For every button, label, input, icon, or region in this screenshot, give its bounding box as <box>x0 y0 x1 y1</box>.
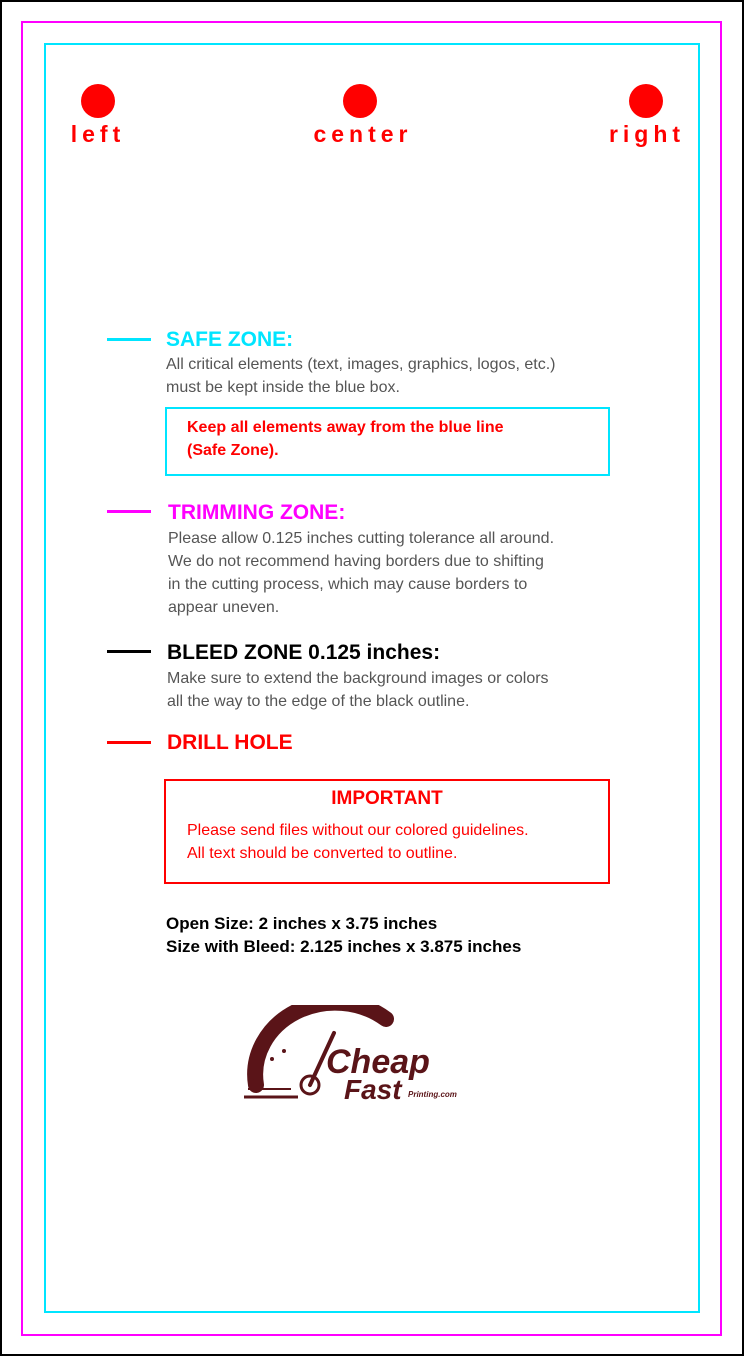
trimming-zone-line-1: Please allow 0.125 inches cutting tolerance all around. <box>168 530 555 547</box>
important-line-2: All text should be converted to outline. <box>187 845 458 862</box>
cheapfastprinting-logo <box>236 1005 486 1115</box>
logo-suffix: Printing.com <box>408 1090 457 1099</box>
logo-word-cheap: Cheap <box>326 1043 430 1081</box>
size-info <box>166 912 521 958</box>
important-box <box>164 779 610 884</box>
trimming-zone-text <box>168 527 554 619</box>
important-title: IMPORTANT <box>331 788 443 809</box>
bleed-zone-heading: BLEED ZONE 0.125 inches: <box>167 641 441 664</box>
trimming-zone-line-4: appear uneven. <box>168 599 280 616</box>
hole-label-left: left <box>70 121 126 147</box>
safe-zone-warning-line-2: (Safe Zone). <box>187 442 279 459</box>
safe-zone-warning <box>187 416 504 462</box>
bleed-size: Size with Bleed: 2.125 inches x 3.875 inches <box>166 937 522 956</box>
trimming-zone-legend-dash <box>107 510 151 513</box>
safe-zone-line-2: must be kept inside the blue box. <box>166 379 400 396</box>
drill-hole-heading: DRILL HOLE <box>167 731 293 754</box>
bleed-zone-line-2: all the way to the edge of the black outline. <box>167 693 470 710</box>
hole-label-center: center <box>313 121 413 147</box>
bleed-zone-text <box>167 667 549 713</box>
safe-zone-warning-box <box>165 407 610 476</box>
safe-zone-heading: SAFE ZONE: <box>166 328 294 351</box>
drill-hole-right <box>629 84 663 118</box>
drill-hole-legend-dash <box>107 741 151 744</box>
trimming-zone-line-3: in the cutting process, which may cause borders to <box>168 576 528 593</box>
open-size: Open Size: 2 inches x 3.75 inches <box>166 914 438 933</box>
drill-hole-left <box>81 84 115 118</box>
safe-zone-legend-dash <box>107 338 151 341</box>
safe-zone-text <box>166 353 555 399</box>
trimming-zone-heading: TRIMMING ZONE: <box>168 501 346 524</box>
drill-hole-center <box>343 84 377 118</box>
important-text <box>187 819 529 865</box>
important-line-1: Please send files without our colored guidelines. <box>187 822 529 839</box>
safe-zone-line-1: All critical elements (text, images, graphics, logos, etc.) <box>166 356 556 373</box>
hole-label-right: right <box>608 121 686 147</box>
trimming-zone-line-2: We do not recommend having borders due to shifting <box>168 553 544 570</box>
logo-word-fast: Fast <box>344 1074 402 1105</box>
safe-zone-warning-line-1: Keep all elements away from the blue line <box>187 419 504 436</box>
bleed-zone-legend-dash <box>107 650 151 653</box>
bleed-zone-line-1: Make sure to extend the background images or colors <box>167 670 549 687</box>
